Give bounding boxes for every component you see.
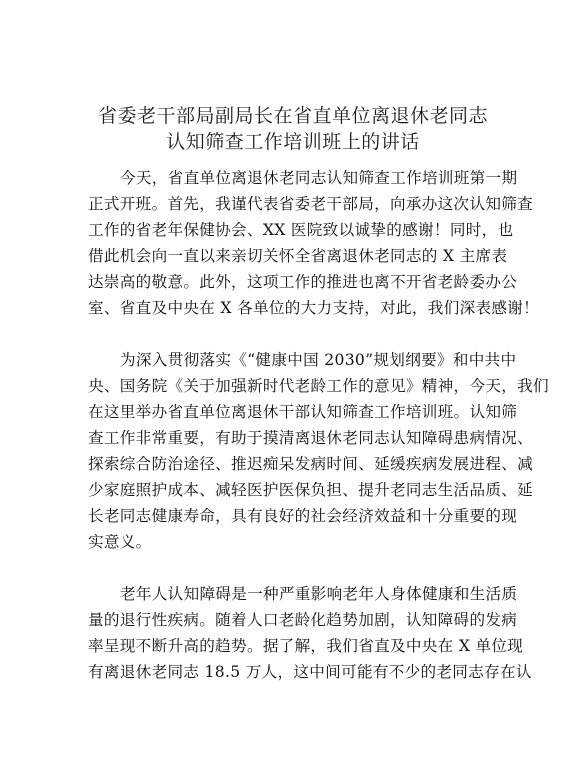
paragraph-line: 少家庭照护成本、减轻医护医保负担、提升老同志生活品质、延 <box>88 481 534 499</box>
paragraph-line: 在这里举办省直单位离退休干部认知筛查工作培训班。认知筛 <box>88 403 518 421</box>
paragraph-line: 探索综合防治途径、推迟痴呆发病时间、延缓疾病发展进程、减 <box>88 455 534 473</box>
paragraph-line: 实意义。 <box>88 533 152 551</box>
paragraph-line: 量的退行性疾病。随着人口老龄化趋势加剧，认知障碍的发病 <box>88 611 518 629</box>
paragraph-line: 工作的省老年保健协会、XX 医院致以诚挚的感谢！同时，也 <box>88 221 514 239</box>
paragraph-line: 查工作非常重要，有助于摸清离退休老同志认知障碍患病情况、 <box>88 429 534 447</box>
paragraph-line: 有离退休老同志 18.5 万人，这中间可能有不少的老同志存在认 <box>88 663 532 681</box>
paragraph-line: 室、省直及中央在 X 各单位的大力支持，对此，我们深表感谢！ <box>88 299 540 317</box>
paragraph-line: 老年人认知障碍是一种严重影响老年人身体健康和生活质 <box>120 585 518 603</box>
document-title-line-1: 省委老干部局副局长在省直单位离退休老同志 <box>97 105 488 127</box>
document-title-line-2: 认知筛查工作培训班上的讲话 <box>166 131 420 153</box>
paragraph-line: 达崇高的敬意。此外，这项工作的推进也离不开省老龄委办公 <box>88 273 518 291</box>
paragraph-line: 为深入贯彻落实《“健康中国 2030”规划纲要》和中共中 <box>120 351 517 369</box>
paragraph-line: 央、国务院《关于加强新时代老龄工作的意见》精神，今天，我们 <box>88 377 549 395</box>
paragraph-line: 借此机会向一直以来亲切关怀全省离退休老同志的 X 主席表 <box>88 247 508 265</box>
paragraph-line: 率呈现不断升高的趋势。据了解，我们省直及中央在 X 单位现 <box>88 637 524 655</box>
paragraph-line: 长老同志健康寿命，具有良好的社会经济效益和十分重要的现 <box>88 507 518 525</box>
paragraph-line: 今天，省直单位离退休老同志认知筛查工作培训班第一期 <box>120 169 518 187</box>
paragraph-line: 正式开班。首先，我谨代表省委老干部局，向承办这次认知筛查 <box>88 195 534 213</box>
